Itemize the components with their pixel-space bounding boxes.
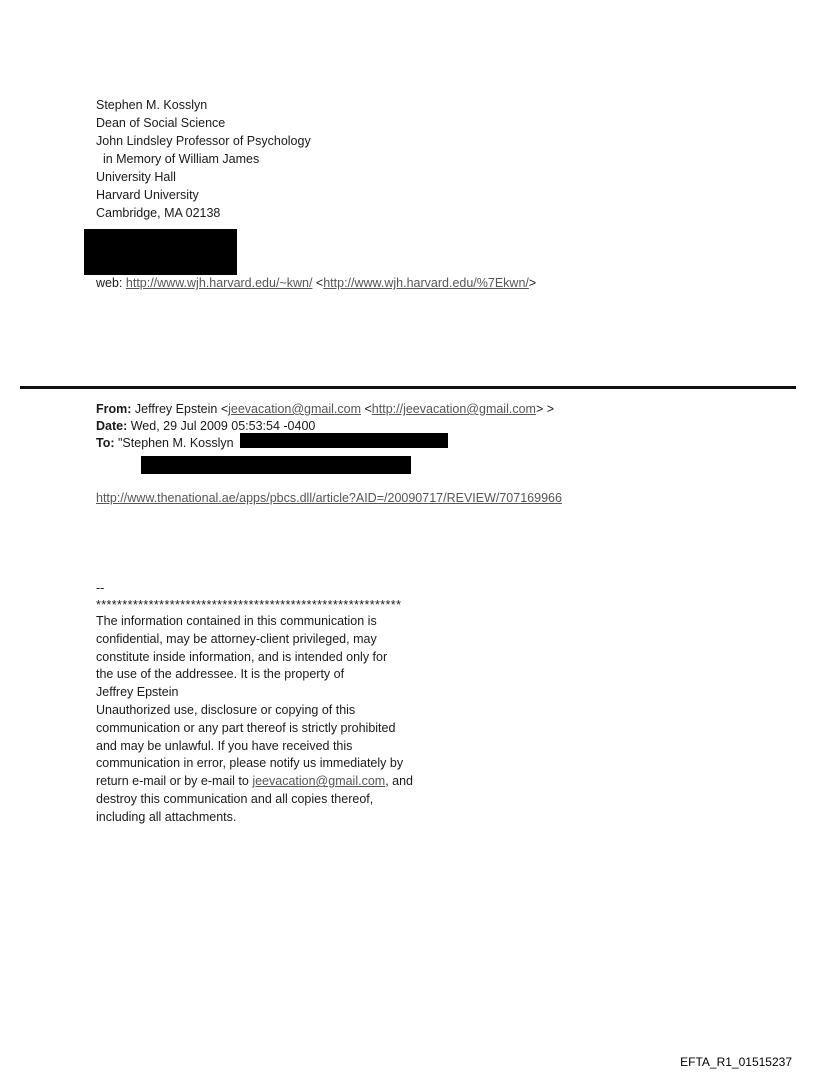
disclaimer-email-link[interactable]: jeevacation@gmail.com: [252, 774, 386, 789]
redaction-box-to-second-line: [141, 456, 411, 474]
to-value: "Stephen M. Kosslyn: [114, 436, 234, 450]
web-separator: <: [312, 276, 324, 290]
disclaimer-email-prefix: return e-mail or by e-mail to: [96, 774, 253, 789]
signature-building: University Hall: [96, 170, 176, 184]
web-link-primary[interactable]: http://www.wjh.harvard.edu/~kwn/: [125, 276, 313, 290]
stars-divider: **********************************************************: [96, 598, 402, 612]
disclaimer-line: destroy this communication and all copies thereof,: [96, 791, 374, 806]
disclaimer-line: confidential, may be attorney-client privileged, may: [96, 631, 377, 646]
web-link-alternate[interactable]: http://www.wjh.harvard.edu/%7Ekwn/: [323, 276, 529, 290]
signature-university: Harvard University: [96, 188, 199, 202]
signature-professorship-cont: in Memory of William James: [96, 152, 260, 166]
from-end: > >: [535, 402, 555, 416]
from-mailto-link[interactable]: http://jeevacation@gmail.com: [371, 402, 536, 416]
disclaimer-line: the use of the addressee. It is the property of: [96, 667, 345, 682]
date-value: Wed, 29 Jul 2009 05:53:54 -0400: [127, 419, 316, 433]
disclaimer-line: and may be unlawful. If you have received this: [96, 738, 353, 753]
signature-professorship: John Lindsley Professor of Psychology: [96, 134, 311, 148]
redaction-box-to-email: [240, 433, 448, 448]
header-from: [96, 400, 554, 418]
article-link-line: [96, 489, 562, 507]
disclaimer-email-line: [96, 773, 456, 791]
to-label: To:: [96, 436, 115, 450]
disclaimer-line: including all attachments.: [96, 809, 237, 824]
disclaimer-line: constitute inside information, and is intended only for: [96, 649, 388, 664]
from-label: From:: [96, 402, 132, 416]
header-to: [96, 434, 234, 452]
signature-web-line: [96, 274, 536, 292]
web-suffix: >: [528, 276, 537, 290]
disclaimer-email-suffix: , and: [385, 774, 414, 789]
disclaimer-line: The information contained in this communication is: [96, 614, 377, 628]
from-separator: <: [361, 402, 372, 416]
signature-title: Dean of Social Science: [96, 116, 226, 130]
article-link[interactable]: http://www.thenational.ae/apps/pbcs.dll/article?AID=/20090717/REVIEW/707169966: [96, 491, 562, 505]
signature-dashes: --: [96, 581, 105, 595]
document-id: EFTA_R1_01515237: [680, 1055, 792, 1069]
date-label: Date:: [96, 419, 128, 433]
web-prefix: web:: [96, 276, 126, 290]
signature-name: Stephen M. Kosslyn: [96, 98, 208, 112]
disclaimer-text: [96, 613, 456, 827]
signature-address: Cambridge, MA 02138: [96, 206, 221, 220]
disclaimer-line: Jeffrey Epstein: [96, 685, 179, 700]
signature-block: [96, 96, 311, 222]
disclaimer-line: communication in error, please notify us immediately by: [96, 756, 404, 771]
disclaimer-line: Unauthorized use, disclosure or copying of this: [96, 702, 356, 717]
separator-rule: [20, 386, 796, 389]
disclaimer-line: communication or any part thereof is strictly prohibited: [96, 720, 396, 735]
redaction-box-signature: [84, 229, 237, 275]
from-name: Jeffrey Epstein <: [131, 402, 229, 416]
from-email-link[interactable]: jeevacation@gmail.com: [228, 402, 362, 416]
